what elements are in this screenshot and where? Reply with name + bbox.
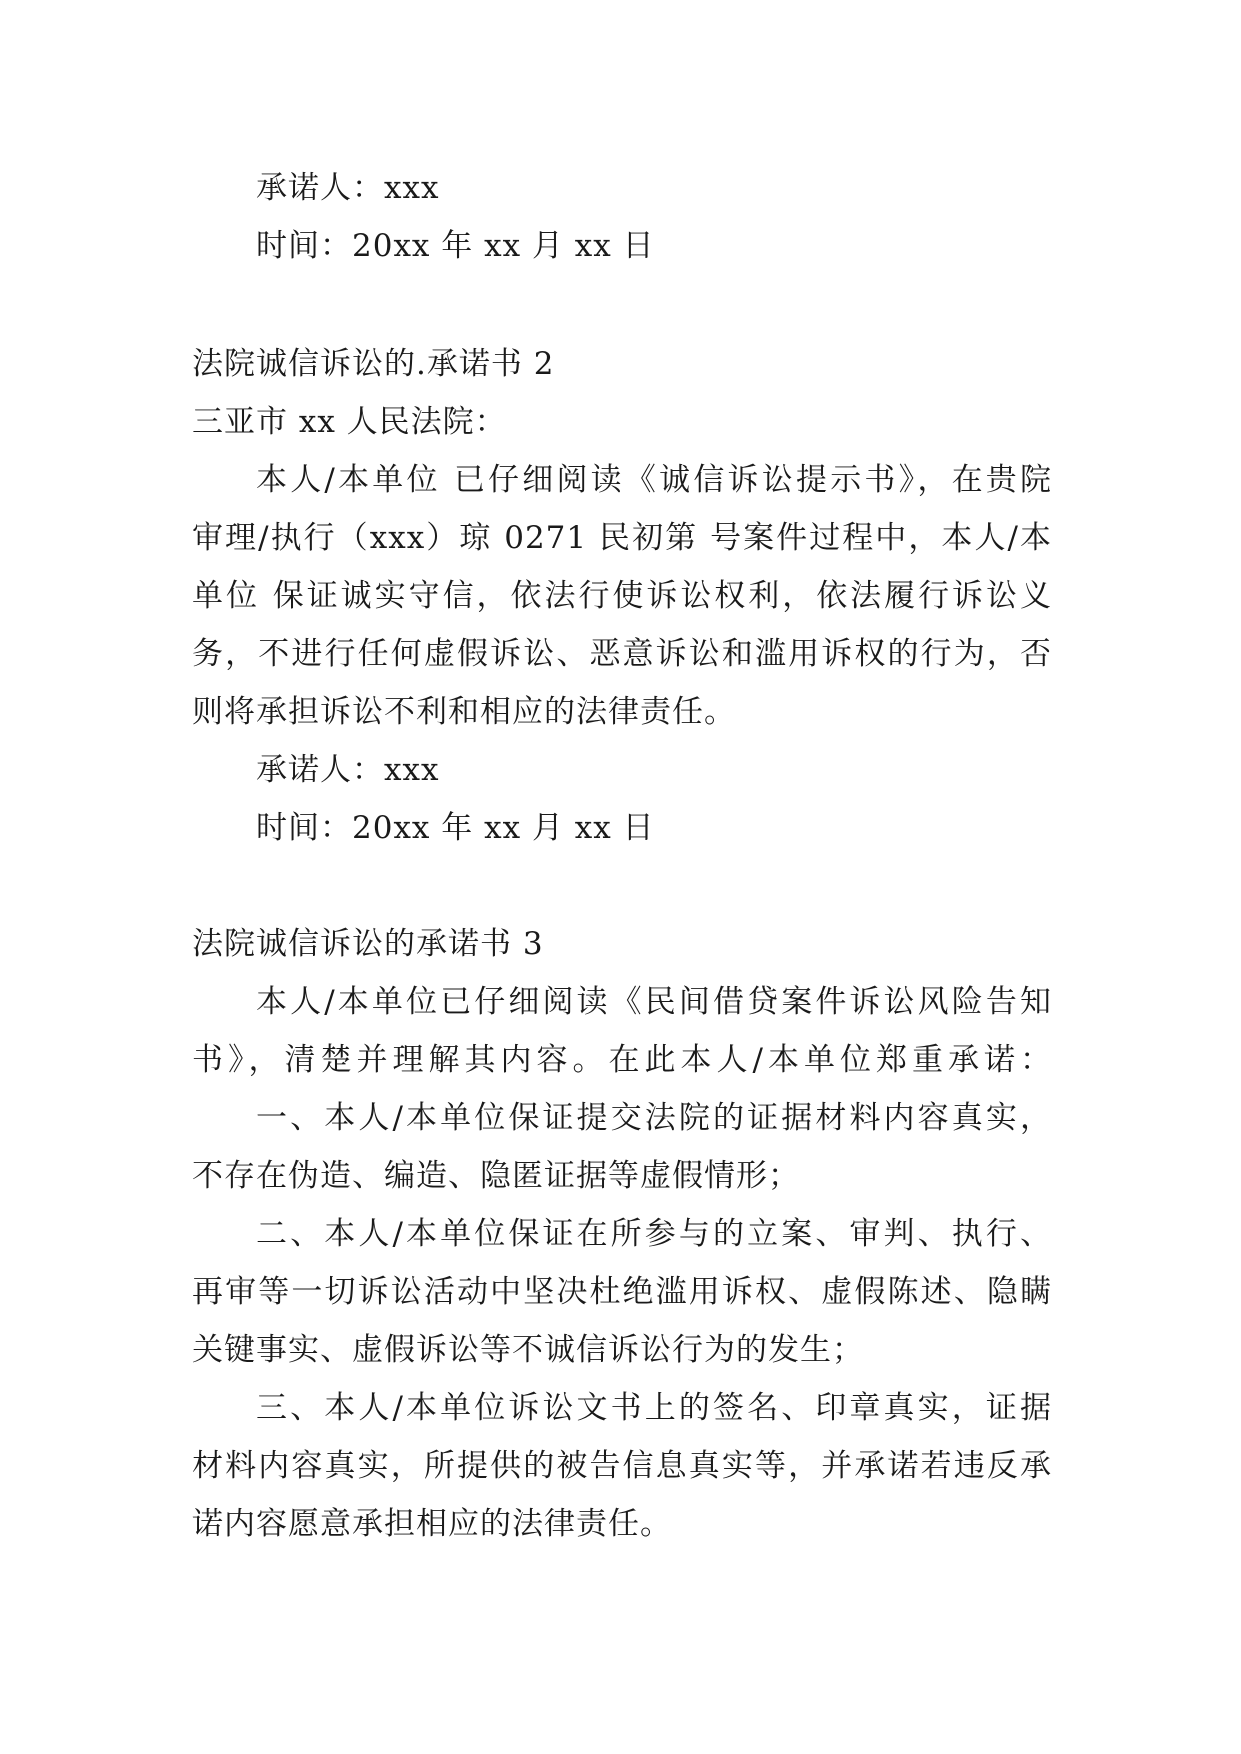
section-title-2: 法院诚信诉讼的.承诺书 2 [192,346,555,382]
intro-line: 书》，清楚并理解其内容。在此本人/本单位郑重承诺： [192,1042,1052,1078]
body-line: 务，不进行任何虚假诉讼、恶意诉讼和滥用诉权的行为，否 [192,636,1052,672]
date-line-1: 时间：20xx 年 xx 月 xx 日 [256,228,655,264]
body-line: 单位 保证诚实守信，依法行使诉讼权利，依法履行诉讼义 [192,578,1052,614]
pledge-item-2-line: 关键事实、虚假诉讼等不诚信诉讼行为的发生； [192,1332,864,1368]
intro-line: 本人/本单位已仔细阅读《民间借贷案件诉讼风险告知 [256,984,1052,1020]
section-title-3: 法院诚信诉讼的承诺书 3 [192,926,544,962]
addressee-line: 三亚市 xx 人民法院： [192,404,507,440]
pledge-item-3-line: 诺内容愿意承担相应的法律责任。 [192,1506,672,1542]
pledge-item-2-line: 再审等一切诉讼活动中坚决杜绝滥用诉权、虚假陈述、隐瞒 [192,1274,1052,1310]
body-line: 本人/本单位 已仔细阅读《诚信诉讼提示书》，在贵院 [256,462,1052,498]
signer-line-1: 承诺人：xxx [256,170,440,206]
date-line-2: 时间：20xx 年 xx 月 xx 日 [256,810,655,846]
pledge-item-3-line: 材料内容真实，所提供的被告信息真实等，并承诺若违反承 [192,1448,1052,1484]
pledge-item-2-line: 二、本人/本单位保证在所参与的立案、审判、执行、 [256,1216,1052,1252]
pledge-item-1-line: 不存在伪造、编造、隐匿证据等虚假情形； [192,1158,800,1194]
body-line: 则将承担诉讼不利和相应的法律责任。 [192,694,736,730]
signer-line-2: 承诺人：xxx [256,752,440,788]
pledge-item-1-line: 一、本人/本单位保证提交法院的证据材料内容真实， [256,1100,1052,1136]
body-line: 审理/执行（xxx）琼 0271 民初第 号案件过程中，本人/本 [192,520,1052,556]
pledge-item-3-line: 三、本人/本单位诉讼文书上的签名、印章真实，证据 [256,1390,1052,1426]
